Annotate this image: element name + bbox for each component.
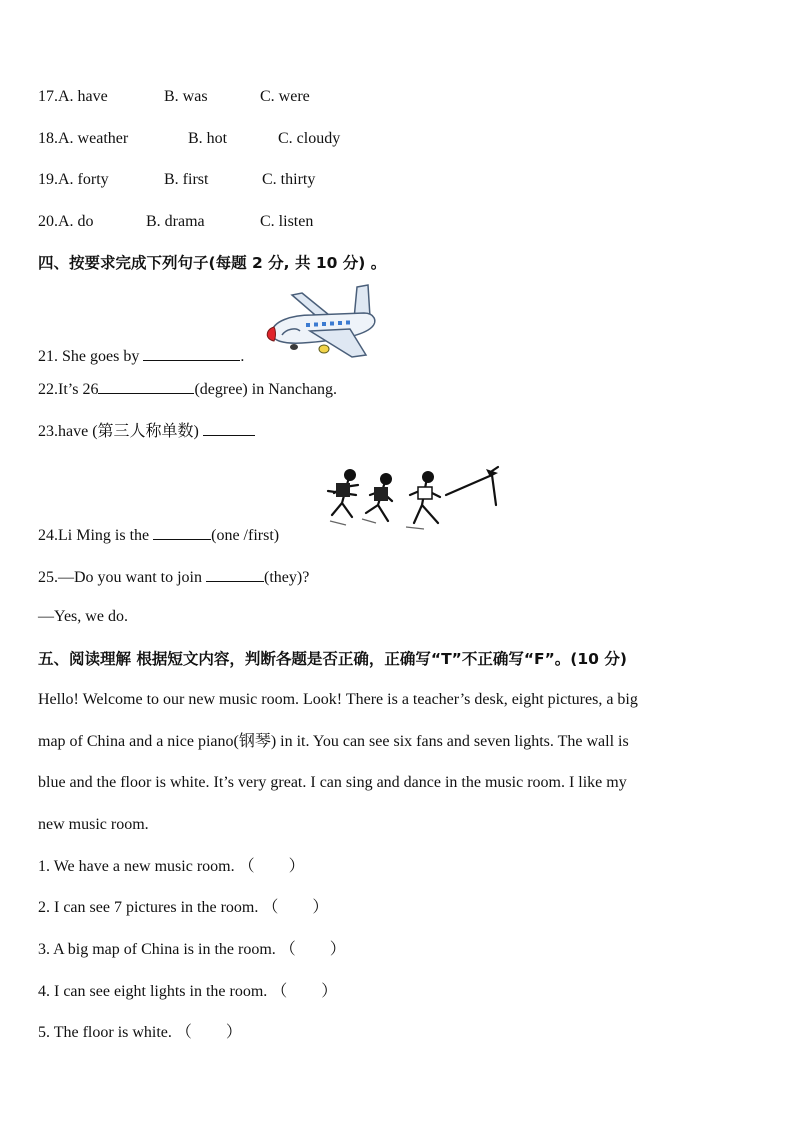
section-5-heading: 五、阅读理解 根据短文内容，判断各题是否正确，正确写“T”不正确写“F”。(10 分)	[38, 650, 627, 668]
answer-paren[interactable]: （ ）	[262, 899, 329, 916]
tf-question-text: 4. I can see eight lights in the room.	[38, 983, 268, 1000]
question-22	[38, 378, 337, 400]
question-23	[38, 420, 255, 442]
answer-paren[interactable]: （ ）	[238, 858, 305, 875]
question-25	[38, 566, 309, 588]
q25-post: (they)?	[264, 569, 310, 586]
option-b: B. hot	[188, 130, 228, 147]
option-b: B. was	[164, 88, 208, 105]
option-c: C. thirty	[262, 171, 316, 188]
tf-question-text: 1. We have a new music room.	[38, 858, 235, 875]
question-number: 17.	[38, 88, 58, 105]
tf-question-text: 3. A big map of China is in the room.	[38, 941, 276, 958]
tf-question-1	[38, 857, 305, 877]
answer-blank-24[interactable]	[153, 524, 211, 540]
choice-row-17	[38, 87, 310, 107]
question-21	[38, 345, 244, 367]
question-25-reply: —Yes, we do.	[38, 608, 128, 625]
question-number: 19.	[38, 171, 58, 188]
tf-question-text: 5. The floor is white.	[38, 1024, 172, 1041]
option-c: C. cloudy	[278, 130, 341, 147]
answer-blank-25[interactable]	[206, 566, 264, 582]
answer-blank-23[interactable]	[203, 420, 255, 436]
option-c: C. were	[260, 88, 310, 105]
section-4-heading: 四、按要求完成下列句子(每题 2 分, 共 10 分) 。	[38, 254, 387, 272]
q21-end: .	[240, 348, 245, 365]
q24-pre: 24.Li Ming is the	[38, 527, 154, 544]
tf-question-4	[38, 982, 337, 1002]
option-a: A. do	[58, 213, 94, 230]
choice-row-20	[38, 212, 314, 232]
tf-question-2	[38, 898, 328, 918]
option-a: A. forty	[58, 171, 109, 188]
option-b: B. drama	[146, 213, 205, 230]
airplane-picture	[262, 283, 382, 361]
answer-blank-22[interactable]	[98, 378, 194, 394]
answer-paren[interactable]: （ ）	[271, 983, 338, 1000]
passage-line-4: new music room.	[38, 816, 149, 833]
question-24	[38, 524, 279, 546]
question-number: 18.	[38, 130, 58, 147]
option-a: A. have	[58, 88, 108, 105]
choice-row-18	[38, 129, 341, 149]
tf-question-5	[38, 1023, 242, 1043]
q23-pre: 23.have (第三人称单数)	[38, 423, 203, 440]
q21-text: 21. She goes by	[38, 348, 144, 365]
running-race-picture	[326, 465, 502, 537]
answer-paren[interactable]: （ ）	[175, 1024, 242, 1041]
tf-question-text: 2. I can see 7 pictures in the room.	[38, 899, 259, 916]
question-number: 20.	[38, 213, 58, 230]
choice-row-19	[38, 170, 316, 190]
q22-post: (degree) in Nanchang.	[194, 381, 338, 398]
option-a: A. weather	[58, 130, 129, 147]
answer-paren[interactable]: （ ）	[279, 941, 346, 958]
tf-question-3	[38, 940, 346, 960]
passage-line-2: map of China and a nice piano(钢琴) in it. You can see six fans and seven lights. The wall is	[38, 733, 629, 750]
q22-pre: 22.It’s 26	[38, 381, 99, 398]
q25-pre: 25.—Do you want to join	[38, 569, 206, 586]
answer-blank-21[interactable]	[143, 345, 240, 361]
option-b: B. first	[164, 171, 209, 188]
passage-line-1: Hello! Welcome to our new music room. Look! There is a teacher’s desk, eight pictures, a big	[38, 691, 638, 708]
passage-line-3: blue and the floor is white. It’s very great. I can sing and dance in the music room. I like my	[38, 774, 627, 791]
q24-post: (one /first)	[211, 527, 280, 544]
option-c: C. listen	[260, 213, 314, 230]
